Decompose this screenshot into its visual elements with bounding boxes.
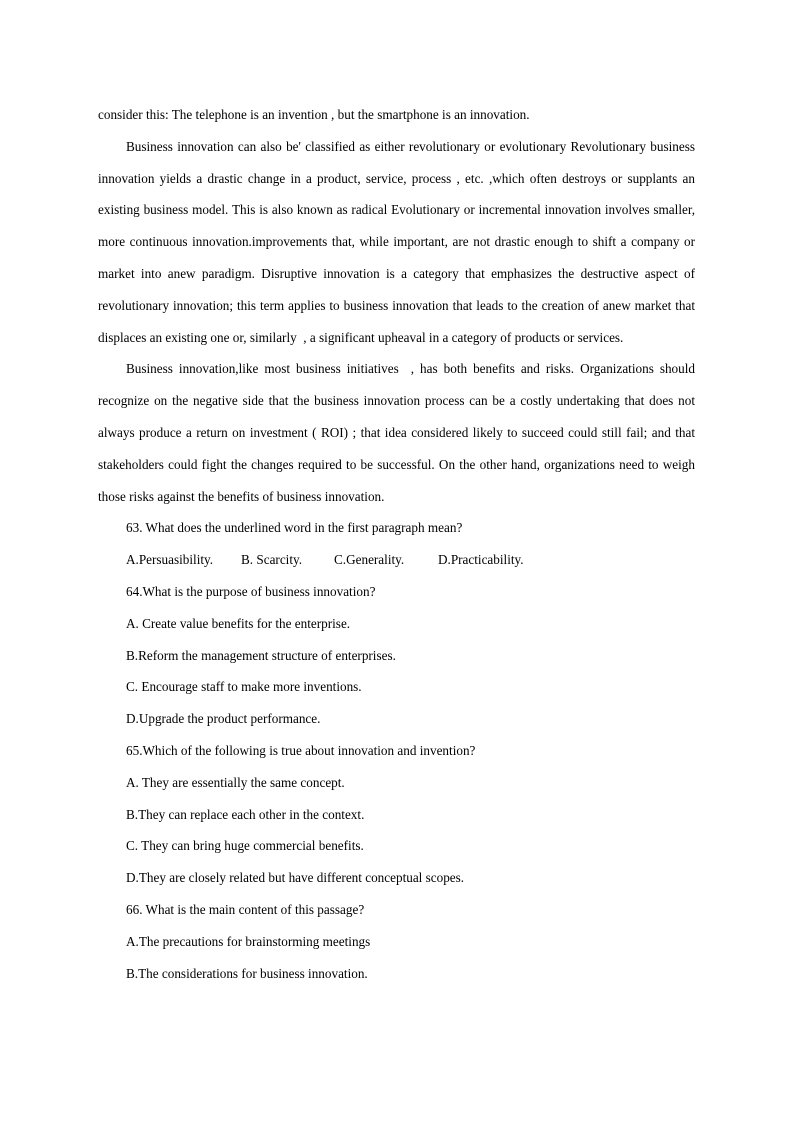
question-65-option-b: B.They can replace each other in the context. [126, 806, 365, 822]
question-66-stem: 66. What is the main content of this passage? [126, 901, 365, 917]
question-66-option-b: B.The considerations for business innovation. [126, 965, 368, 981]
question-63-stem: 63. What does the underlined word in the first paragraph mean? [126, 520, 463, 536]
question-65 [98, 735, 695, 894]
question-65-option-c: C. They can bring huge commercial benefits. [126, 838, 364, 854]
question-64 [98, 576, 695, 735]
question-65-stem: 65.Which of the following is true about innovation and invention? [126, 742, 476, 758]
question-63-option-c: C.Generality. [334, 552, 405, 568]
paragraph-1-tail: consider this: The telephone is an invention , but the smartphone is an innovation. [98, 107, 530, 122]
question-64-option-d: D.Upgrade the product performance. [126, 711, 321, 727]
question-63-options [98, 544, 695, 576]
question-63-option-d: D.Practicability. [438, 552, 524, 568]
document-page [98, 99, 695, 989]
question-63-option-a: A.Persuasibility. [126, 552, 214, 568]
paragraph-2: Business innovation can also be' classified as either revolutionary or evolutionary Revolutionary business innovation yields a drastic change in a product, service, process , etc. ,which often destroys or supplants an existing business model. This is also known as radical Evolutionary or incremental innovation involves smaller, more continuous innovation.improvements that, while important, are not drastic enough to shift a company or market into anew paradigm. Disruptive innovation is a category that emphasizes the destructive aspect of revolutionary innovation; this term applies to business innovation that leads to the creation of anew market that displaces an existing one or, similarly , a significant upheaval in a category of products or services. [98, 138, 695, 345]
question-64-stem: 64.What is the purpose of business innovation? [126, 583, 376, 599]
question-66-option-a: A.The precautions for brainstorming meetings [126, 933, 371, 949]
question-65-option-a: A. They are essentially the same concept. [126, 774, 345, 790]
question-65-option-d: D.They are closely related but have different conceptual scopes. [126, 870, 465, 886]
question-63-option-b: B. Scarcity. [241, 552, 303, 568]
paragraph-3: Business innovation,like most business initiatives , has both benefits and risks. Organizations should recognize on the negative side that the business innovation process can be a costly undertaking that does not always produce a return on investment ( ROI) ; that idea considered likely to succeed could still fail; and that stakeholders could fight the changes required to be successful. On the other hand, organizations need to weigh those risks against the benefits of business innovation. [98, 361, 695, 504]
question-64-option-a: A. Create value benefits for the enterprise. [126, 615, 351, 631]
question-66 [98, 894, 695, 989]
question-64-option-c: C. Encourage staff to make more inventions. [126, 679, 362, 695]
question-64-option-b: B.Reform the management structure of enterprises. [126, 647, 396, 663]
question-63 [98, 512, 695, 576]
